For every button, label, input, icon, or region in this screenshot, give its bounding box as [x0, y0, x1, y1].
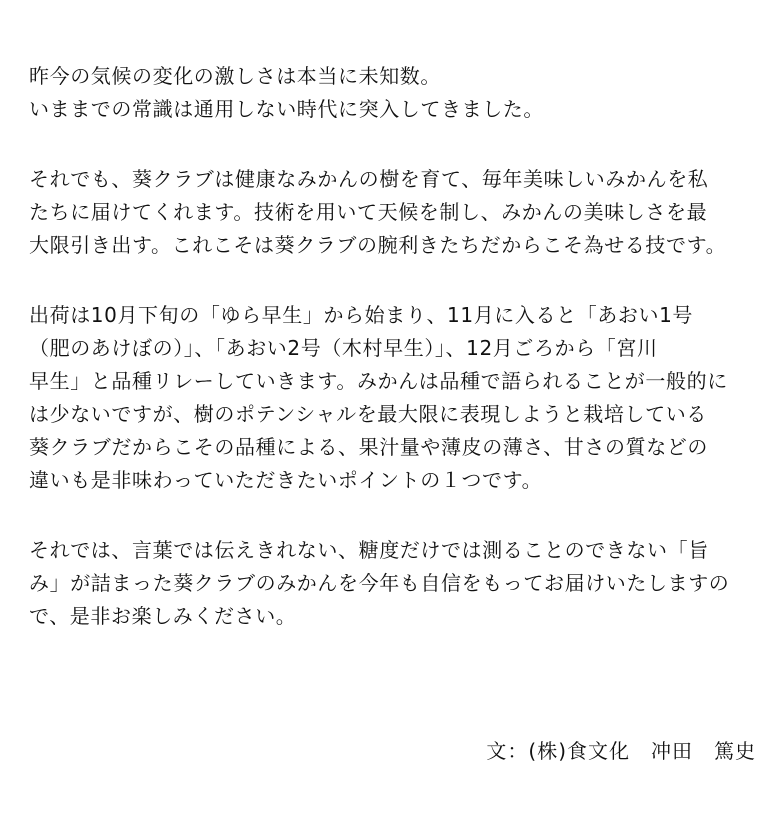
text-line: で、是非お楽しみください。	[29, 604, 297, 628]
text-line: それでも、葵クラブは健康なみかんの樹を育て、毎年美味しいみかんを私	[29, 167, 709, 191]
text-line: それでは、言葉では伝えきれない、糖度だけでは測ることのできない「旨	[29, 538, 709, 562]
paragraph-3	[29, 299, 759, 497]
paragraph-2	[29, 163, 759, 262]
text-line: 昨今の気候の変化の激しさは本当に未知数。	[29, 64, 441, 88]
text-line: 違いも是非味わっていただきたいポイントの１つです。	[29, 468, 543, 492]
text-line: たちに届けてくれます。技術を用いて天候を制し、みかんの美味しさを最	[29, 200, 708, 224]
text-line: 葵クラブだからこその品種による、果汁量や薄皮の薄さ、甘さの質などの	[29, 435, 708, 459]
text-line: み」が詰まった葵クラブのみかんを今年も自信をもってお届けいたしますの	[29, 571, 730, 595]
text-line: 大限引き出す。これこそは葵クラブの腕利きたちだからこそ為せる技です。	[29, 233, 727, 257]
text-line: 出荷は10月下旬の「ゆら早生」から始まり、11月に入ると「あおい1号	[29, 303, 694, 327]
paragraph-4	[29, 534, 759, 633]
author-signature: 文：(株)食文化 冲田 篤史	[486, 739, 756, 763]
article-body	[29, 60, 759, 633]
paragraph-1	[29, 60, 759, 126]
text-line: いままでの常識は通用しない時代に突入してきました。	[29, 97, 544, 121]
text-line: は少ないですが、樹のポテンシャルを最大限に表現しようと栽培している	[29, 402, 707, 426]
text-line: 早生」と品種リレーしていきます。みかんは品種で語られることが一般的に	[29, 369, 728, 393]
text-line: （肥のあけぼの）」、「あおい2号（木村早生）」、12月ごろから「宮川	[29, 336, 658, 360]
